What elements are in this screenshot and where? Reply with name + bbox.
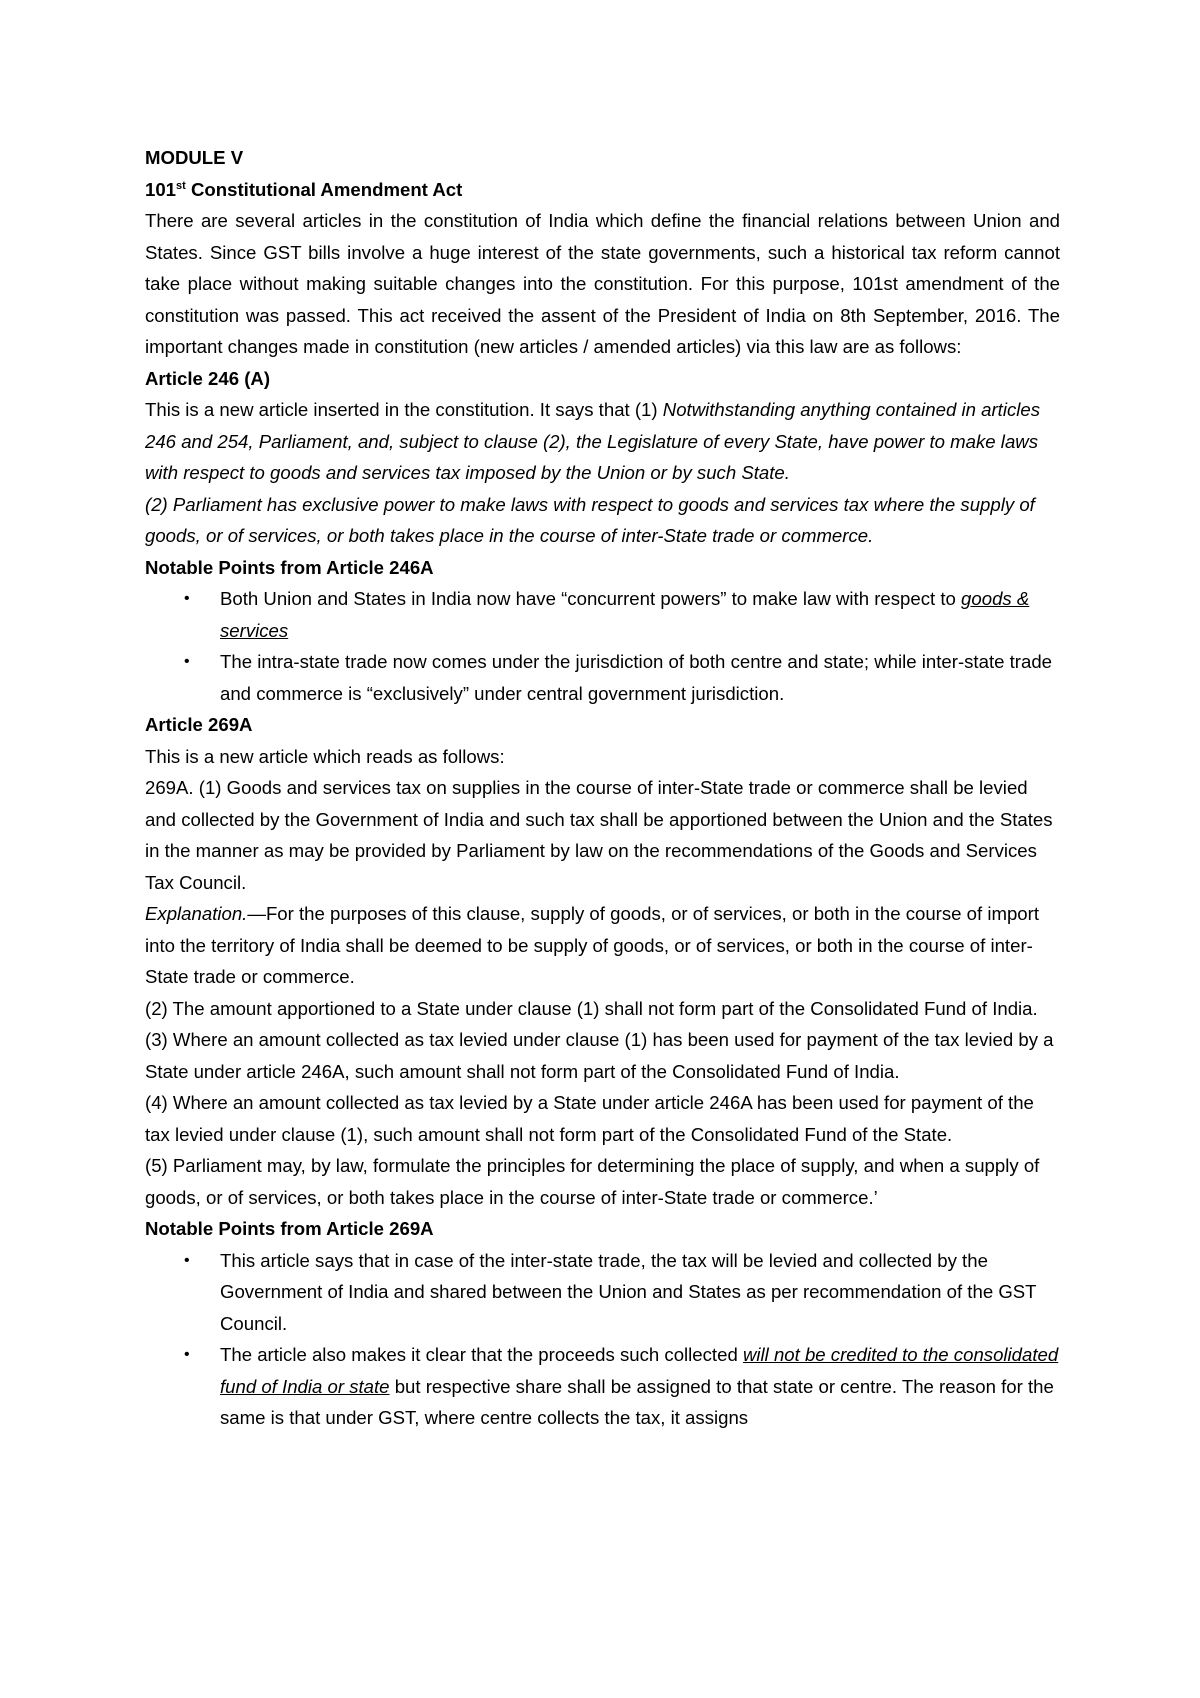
list-item-text: The intra-state trade now comes under the jurisdiction of both centre and state; while inter-state trade and commerce is “exclusively” under central government jurisdiction. xyxy=(220,651,1052,704)
article-269a-clause-3: (3) Where an amount collected as tax levied under clause (1) has been used for payment of the tax levied by a State under article 246A, such amount shall not form part of the Consolidated Fund of India. xyxy=(145,1029,1054,1082)
article-246a-clause-1: Notwithstanding anything contained in articles 246 and 254, Parliament, and, subject to clause (2), the Legislature of every State, have power to make laws with respect to goods and services tax imposed by the Union or by such State. xyxy=(145,399,1041,483)
article-269a-clause-4: (4) Where an amount collected as tax levied by a State under article 246A has been used for payment of the tax levied under clause (1), such amount shall not form part of the Consolidated Fund of the State. xyxy=(145,1092,1034,1145)
notable-269a-list xyxy=(145,1245,1060,1434)
notable-246a-heading: Notable Points from Article 246A xyxy=(145,556,434,578)
amendment-heading xyxy=(145,174,1060,206)
article-269a-lead: This is a new article which reads as follows: xyxy=(145,745,505,767)
list-item-text-pre: The article also makes it clear that the proceeds such collected xyxy=(220,1344,743,1365)
list-item xyxy=(145,583,1060,646)
intro-paragraph: There are several articles in the constitution of India which define the financial relations between Union and States. Since GST bills involve a huge interest of the state governments, such a historical tax reform cannot take place without making suitable changes into the constitution. For this purpose, 101st amendment of the constitution was passed. This act received the assent of the President of India on 8th September, 2016. The important changes made in constitution (new articles / amended articles) via this law are as follows: xyxy=(145,210,1060,357)
amendment-number: 101 xyxy=(145,178,177,200)
article-269a-clause-5: (5) Parliament may, by law, formulate the principles for determining the place of supply, and when a supply of goods, or of services, or both takes place in the course of inter-State trade or commerce.’ xyxy=(145,1155,1040,1208)
goods-services-link[interactable]: goods & services xyxy=(220,588,1030,641)
list-item xyxy=(145,1245,1060,1340)
amendment-suffix: st xyxy=(176,179,186,192)
explanation-text: —For the purposes of this clause, supply of goods, or of services, or both in the course of import into the territory of India shall be deemed to be supply of goods, or of services, or both in the course of inter-State trade or commerce. xyxy=(145,903,1040,987)
notable-246a-list xyxy=(145,583,1060,709)
article-269a-heading: Article 269A xyxy=(145,714,253,735)
article-246a-lead: This is a new article inserted in the constitution. It says that (1) xyxy=(145,399,663,420)
bullet-icon: • xyxy=(184,653,190,670)
list-item-text: This article says that in case of the inter-state trade, the tax will be levied and collected by the Government of India and shared between the Union and States as per recommendation of the GST Council. xyxy=(220,1249,1037,1334)
module-title: MODULE V xyxy=(145,147,244,168)
list-item-text: Both Union and States in India now have “concurrent powers” to make law with respect to xyxy=(220,588,962,609)
article-269a-clause-1: 269A. (1) Goods and services tax on supplies in the course of inter-State trade or commerce shall be levied and collected by the Government of India and such tax shall be apportioned between the Union and the States in the manner as may be provided by Parliament by law on the recommendations of the Goods and Services Tax Council. xyxy=(145,777,1053,893)
explanation-label: Explanation. xyxy=(145,903,248,924)
bullet-icon: • xyxy=(184,1346,190,1363)
notable-269a-heading: Notable Points from Article 269A xyxy=(145,1218,434,1239)
article-269a-explanation xyxy=(145,898,1060,993)
list-item xyxy=(145,1339,1060,1434)
article-246a-text xyxy=(145,394,1060,489)
article-246a-clause-2: (2) Parliament has exclusive power to make laws with respect to goods and services tax where the supply of goods, or of services, or both takes place in the course of inter-State trade or commerce. xyxy=(145,493,1035,546)
not-credited-emphasis: will not be credited to the consolidated fund of India or state xyxy=(220,1344,1059,1397)
list-item-text-post: but respective share shall be assigned to that state or centre. The reason for the same is that under GST, where centre collects the tax, it assigns xyxy=(220,1375,1054,1428)
document-page xyxy=(145,142,1060,1434)
list-item xyxy=(145,646,1060,709)
amendment-title-rest: Constitutional Amendment Act xyxy=(185,178,463,200)
bullet-icon: • xyxy=(184,590,190,607)
article-269a-clause-2: (2) The amount apportioned to a State under clause (1) shall not form part of the Consolidated Fund of India. xyxy=(145,997,1038,1019)
article-246a-heading: Article 246 (A) xyxy=(145,367,271,389)
bullet-icon: • xyxy=(184,1251,190,1269)
